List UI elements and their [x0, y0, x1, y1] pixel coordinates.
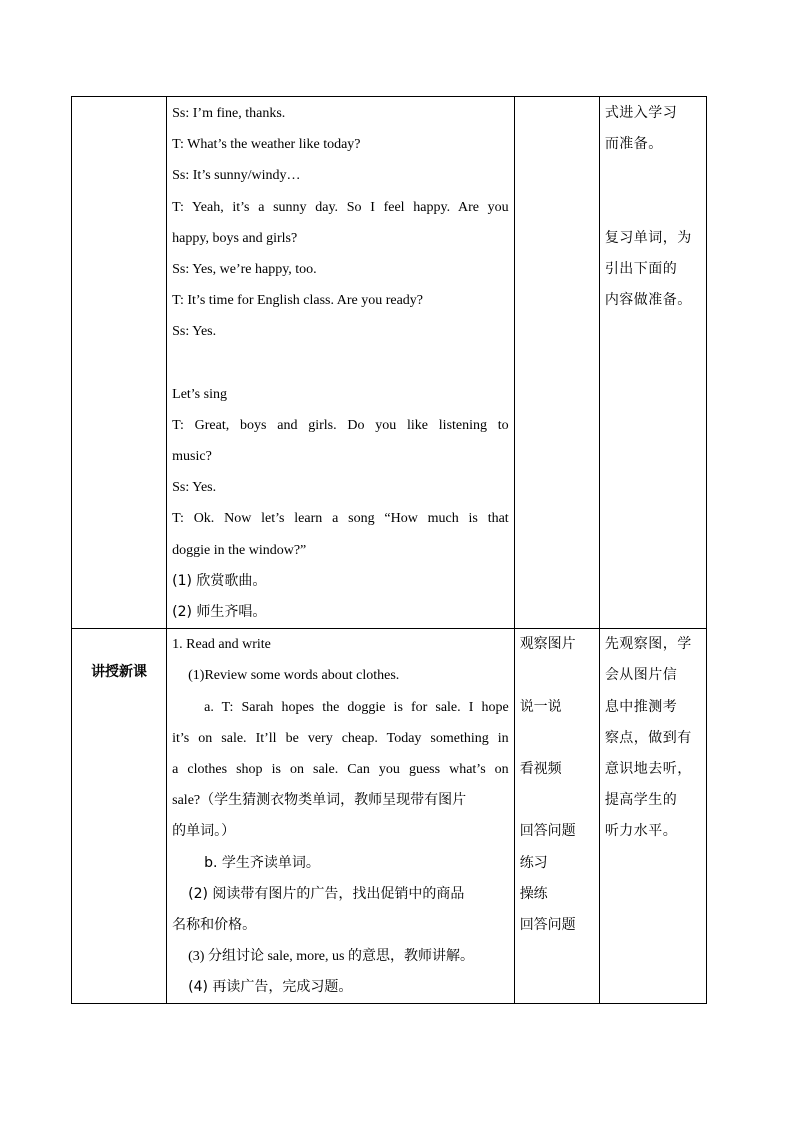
content-line: 1. Read and write	[172, 637, 271, 653]
content-line: 名称和价格。	[172, 916, 257, 933]
activity-cell	[514, 629, 599, 1004]
purpose-line: 先观察图，学	[604, 636, 692, 653]
purpose-line: 察点，做到有	[604, 729, 692, 746]
content-line: (3) 分组讨论 sale, more, us 的意思，教师讲解。	[188, 949, 474, 965]
content-line: Ss: Yes.	[172, 324, 217, 340]
content-line: (2) 阅读带有图片的广告，找出促销中的商品	[188, 885, 465, 902]
content-line: sale?（学生猜测衣物类单词，教师呈现带有图片	[172, 793, 467, 809]
content-line: it’s on sale. It’ll be very cheap. Today something in	[172, 730, 509, 746]
table-row	[72, 629, 707, 1004]
content-line: Let’s sing	[172, 386, 227, 402]
activity-line: 看视频	[519, 760, 562, 777]
content-line: T: Ok. Now let’s learn a song “How much is that	[172, 511, 509, 527]
activity-line: 练习	[519, 854, 548, 871]
purpose-cell	[599, 97, 706, 629]
content-line: a clothes shop is on sale. Can you guess what’s on	[172, 761, 509, 777]
purpose-line: 而准备。	[604, 136, 663, 153]
content-line: (1)Review some words about clothes.	[188, 668, 400, 684]
content-cell	[167, 97, 515, 629]
purpose-line: 息中推测考	[604, 698, 678, 715]
content-line: Ss: Yes, we’re happy, too.	[172, 261, 317, 277]
activity-line: 回答问题	[519, 823, 576, 840]
purpose-cell	[599, 629, 706, 1004]
content-line: b. 学生齐读单词。	[204, 854, 320, 871]
stage-label	[72, 97, 166, 129]
content-line: Ss: It’s sunny/windy…	[172, 168, 301, 184]
activity-cell	[514, 97, 599, 629]
content-line: T: Great, boys and girls. Do you like listening to	[172, 417, 509, 433]
content-line: (2) 师生齐唱。	[172, 604, 267, 620]
purpose-line	[605, 160, 701, 191]
content-line: music?	[172, 449, 212, 465]
purpose-line: 式进入学习	[604, 105, 678, 121]
content-line: a. T: Sarah hopes the doggie is for sale. I hope	[204, 699, 509, 715]
activity-line: 回答问题	[519, 916, 576, 933]
purpose-line	[605, 192, 701, 223]
content-line: Ss: I’m fine, thanks.	[172, 106, 286, 121]
table-row	[72, 97, 707, 629]
purpose-line: 听力水平。	[604, 823, 678, 840]
activity-line: 操练	[519, 885, 548, 902]
activity-line	[520, 660, 594, 691]
purpose-line: 引出下面的	[604, 260, 678, 277]
stage-label: 讲授新课	[91, 664, 148, 681]
content-line: 的单词。）	[172, 823, 236, 840]
activity-line	[520, 785, 594, 816]
content-line: T: It’s time for English class. Are you ready?	[172, 293, 423, 309]
content-line: Ss: Yes.	[172, 480, 217, 496]
stage-cell	[72, 629, 167, 1004]
purpose-line: 复习单词，为	[604, 229, 692, 246]
content-line: happy, boys and girls?	[172, 230, 298, 246]
content-line: T: What’s the weather like today?	[172, 137, 361, 153]
activity-line: 说一说	[519, 698, 562, 715]
content-line: T: Yeah, it’s a sunny day. So I feel happy. Are you	[172, 199, 509, 215]
lesson-plan-table	[71, 96, 707, 1004]
content-cell	[167, 629, 515, 1004]
activity-line: 观察图片	[519, 636, 576, 653]
content-line: (4) 再读广告，完成习题。	[188, 979, 353, 996]
purpose-line: 意识地去听，	[604, 760, 692, 777]
activity-line	[520, 723, 594, 754]
content-line: (1) 欣赏歌曲。	[172, 572, 267, 589]
stage-cell	[72, 97, 167, 629]
purpose-line: 提高学生的	[604, 792, 678, 809]
purpose-line: 会从图片信	[604, 667, 678, 684]
content-line	[172, 348, 509, 379]
purpose-line: 内容做准备。	[604, 292, 692, 309]
content-line: doggie in the window?”	[172, 542, 307, 558]
